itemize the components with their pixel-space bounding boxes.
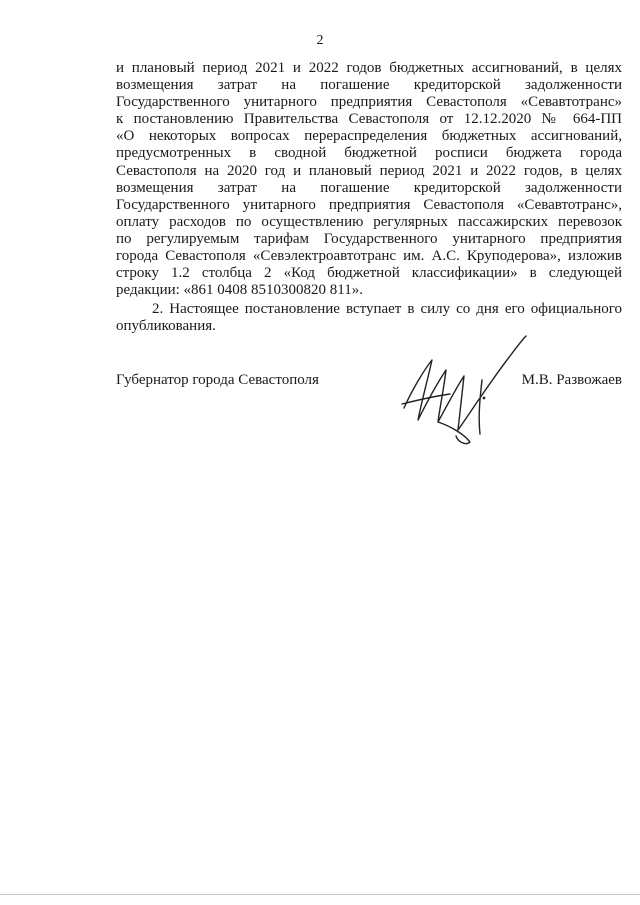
- paragraph-line: по регулируемым тарифам Государственного унитарного предприятия: [116, 230, 622, 247]
- position-title: Губернатор города Севастополя: [116, 372, 319, 388]
- paragraph-line: и плановый период 2021 и 2022 годов бюджетных ассигнований, в целях: [116, 60, 622, 76]
- paragraph-line: редакции: «861 0408 8510300820 811».: [116, 282, 363, 299]
- paragraph-line: Государственного унитарного предприятия Севастополя «Севавтотранс»: [116, 94, 622, 111]
- paragraph-line: Государственного унитарного предприятия Севастополя «Севавтотранс»,: [116, 196, 622, 213]
- paragraph-line: возмещения затрат на погашение кредиторской задолженности: [116, 179, 622, 196]
- paragraph-line: Севастополя на 2020 год и плановый период 2021 и 2022 годов, в целях: [116, 162, 622, 179]
- document-body: [116, 60, 622, 336]
- paragraph-line: 2. Настоящее постановление вступает в силу со дня его официального: [152, 301, 622, 318]
- signer-name: М.В. Развожаев: [521, 372, 622, 388]
- paragraph-line: «О некоторых вопросах перераспределения бюджетных ассигнований,: [116, 128, 622, 145]
- handwritten-signature: [398, 330, 548, 460]
- paragraph-line: к постановлению Правительства Севастополя от 12.12.2020 № 664-ПП: [116, 111, 622, 128]
- page-number: 2: [316, 33, 324, 48]
- paragraph-line: предусмотренных в сводной бюджетной росписи бюджета города: [116, 145, 622, 162]
- paragraph-line: оплату расходов по осуществлению регулярных пассажирских перевозок: [116, 213, 622, 230]
- paragraph-line: возмещения затрат на погашение кредиторской задолженности: [116, 77, 622, 94]
- paragraph-line: опубликования.: [116, 318, 216, 335]
- paragraph-line: строку 1.2 столбца 2 «Код бюджетной классификации» в следующей: [116, 265, 622, 282]
- scan-border: [0, 894, 640, 895]
- paragraph-line: города Севастополя «Севэлектроавтотранс им. А.С. Круподерова», изложив: [116, 248, 622, 265]
